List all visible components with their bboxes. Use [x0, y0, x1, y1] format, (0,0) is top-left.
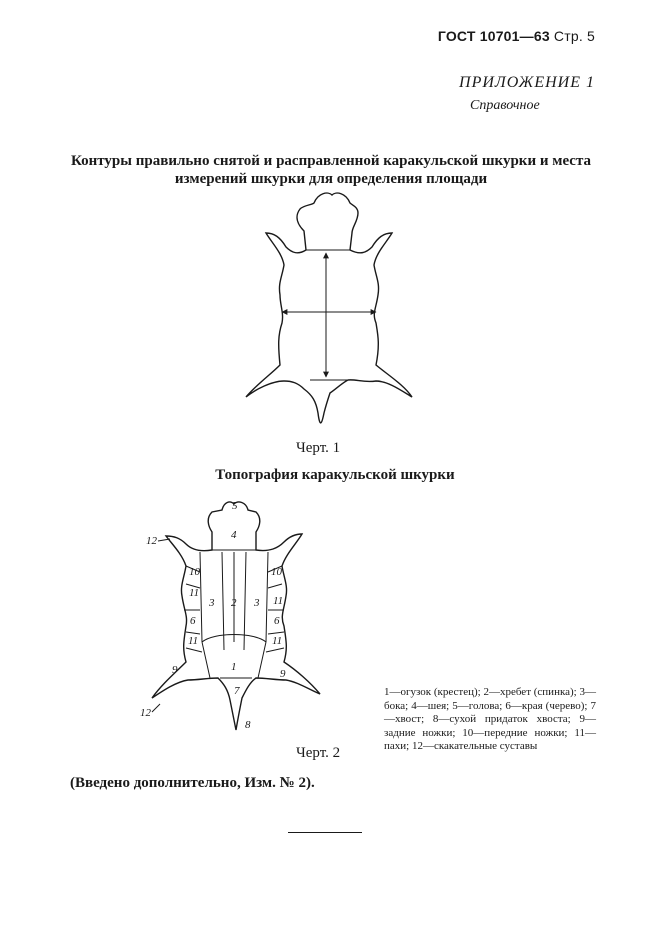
- label-12-top: 12: [146, 535, 157, 547]
- label-11-upper-left: 11: [189, 587, 200, 599]
- label-1: 1: [231, 661, 237, 673]
- page-header: [380, 28, 595, 44]
- skin-contour: [246, 193, 412, 423]
- figure2-legend: 1—огузок (крестец); 2—хребет (спинка); 3—бока; 4—шея; 5—голова; 6—края (черево); 7—хвост; 8—сухой придаток хвоста; 9—задние ножки; 10—передние ножки; 11—пахи; 12—скакательные суставы: [384, 686, 596, 752]
- figure2-caption: Черт. 2: [296, 745, 341, 761]
- label-5: 5: [232, 500, 238, 512]
- label-10-right: 10: [271, 566, 282, 578]
- label-6-left: 6: [190, 615, 196, 627]
- label-8: 8: [245, 719, 251, 731]
- amendment-note: (Введено дополнительно, Изм. № 2).: [70, 775, 315, 791]
- figure1-title-line2: измерений шкурки для определения площади: [174, 171, 488, 187]
- label-11-upper-right: 11: [273, 595, 284, 607]
- label-3-left: 3: [209, 597, 215, 609]
- label-4: 4: [231, 529, 237, 541]
- label-2: 2: [231, 597, 237, 609]
- label-11-lower-left: 11: [188, 635, 199, 647]
- figure2-topography: [130, 492, 360, 742]
- label-7: 7: [234, 685, 240, 697]
- standard-number: ГОСТ 10701—63: [437, 28, 550, 44]
- figure1-skin-outline: [200, 185, 460, 435]
- label-9-right: 9: [280, 668, 286, 680]
- label-10-left: 10: [189, 566, 200, 578]
- label-9-left: 9: [172, 664, 178, 676]
- label-11-lower-right: 11: [272, 635, 283, 647]
- figure2-title: Топография каракульской шкурки: [215, 467, 455, 483]
- figure1-title-line1: Контуры правильно снятой и расправленной каракульской шкурки и места: [70, 153, 591, 169]
- figure1-title: [60, 152, 602, 188]
- bottom-divider: [288, 832, 362, 833]
- page-number: Стр. 5: [553, 28, 595, 44]
- appendix-subtitle: Справочное: [470, 98, 540, 113]
- label-12-bottom: 12: [140, 707, 151, 719]
- label-3-right: 3: [254, 597, 260, 609]
- appendix-title: ПРИЛОЖЕНИЕ 1: [459, 74, 595, 91]
- label-6-right: 6: [274, 615, 280, 627]
- figure1-caption: Черт. 1: [296, 440, 341, 456]
